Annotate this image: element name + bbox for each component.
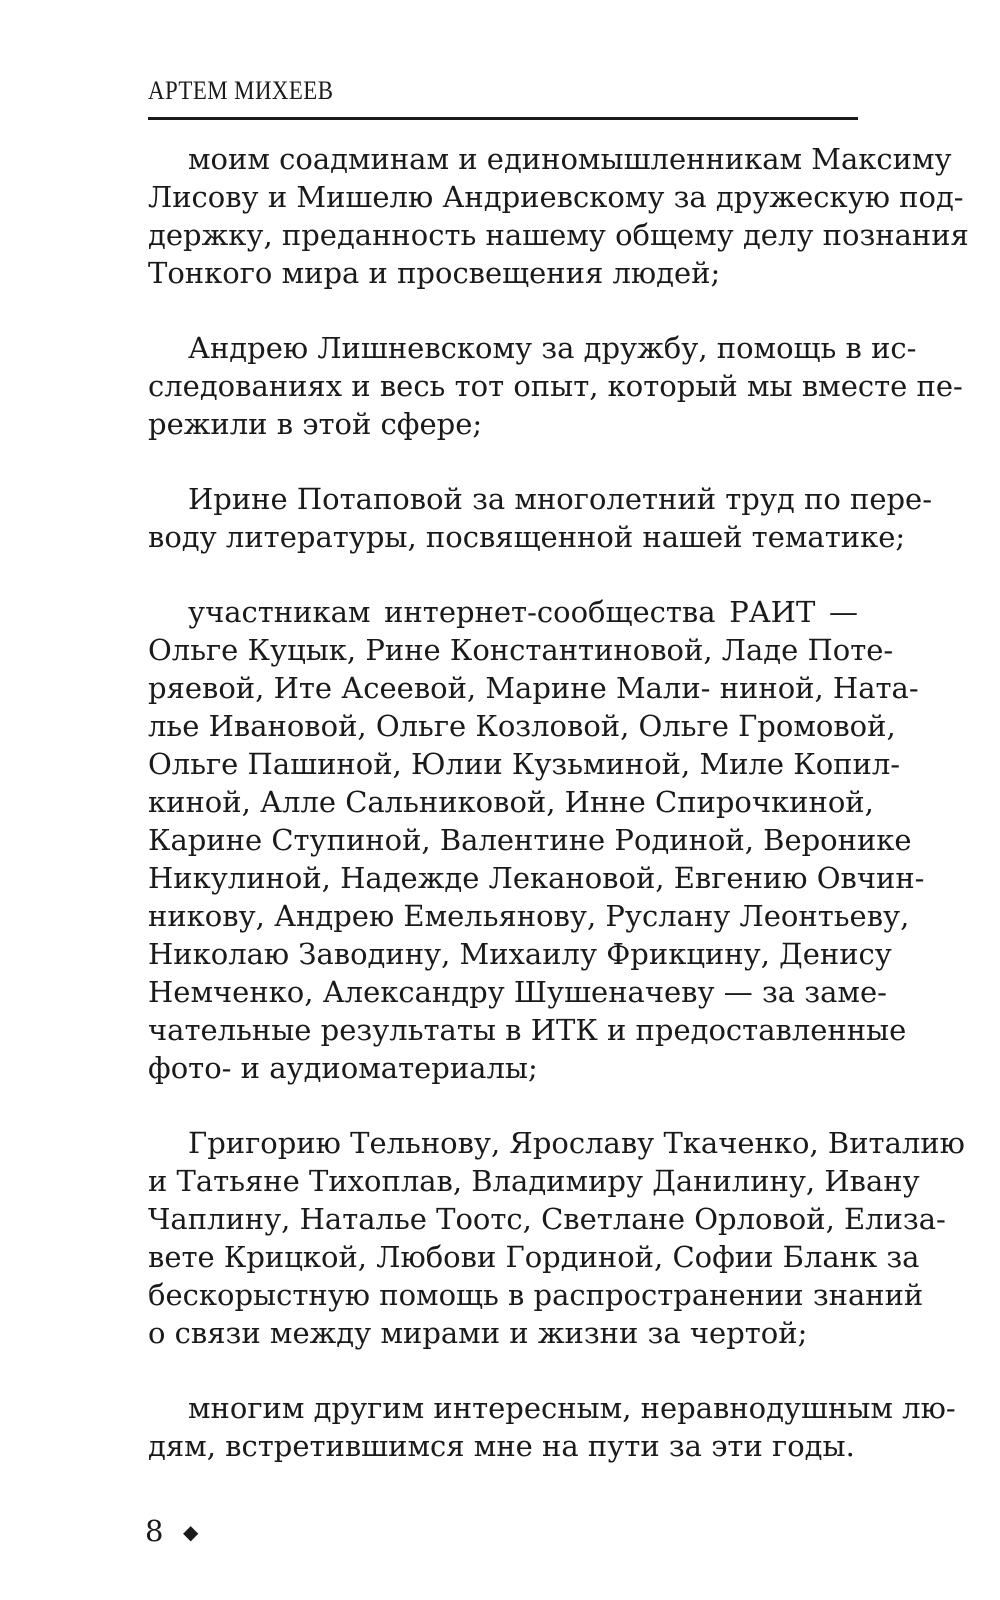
text-line: о связи между мирами и жизни за чертой; [148,1316,808,1350]
text-line: воду литературы, посвященной нашей тематике; [148,520,906,554]
text-line: Григорию Тельнову, Ярославу Ткаченко, Виталию [188,1126,965,1160]
text-line: участникам интернет-сообщества РАИТ — [188,595,858,629]
text-line: лье Ивановой, Ольге Козловой, Ольге Громовой, [148,709,896,743]
page-number: 8 [145,1514,164,1548]
paragraph [148,593,925,1087]
text-line: Карине Ступиной, Валентине Родиной, Веронике [148,823,912,857]
text-line: Ольге Куцык, Рине Константиновой, Ладе Поте- [148,633,894,667]
text-line: Немченко, Александру Шушеначеву — за заме- [148,975,887,1009]
paragraph [148,480,933,556]
text-line: следованиях и весь тот опыт, который мы вместе пе- [148,369,963,403]
text-line: и Татьяне Тихоплав, Владимиру Данилину, Ивану [148,1164,920,1198]
text-line: ряевой, Ите Асеевой, Марине Мали- ниной, Ната- [148,671,919,705]
text-line: вете Крицкой, Любови Гординой, Софии Бланк за [148,1240,920,1274]
paragraph [148,1124,965,1352]
text-line: Ольге Пашиной, Юлии Кузьминой, Миле Копил- [148,747,901,781]
text-line: Ирине Потаповой за многолетний труд по пере- [188,482,933,516]
body-text [148,140,969,1502]
text-line: многим другим интересным, неравнодушным лю- [188,1391,956,1425]
text-line: киной, Алле Сальниковой, Инне Спирочкиной, [148,785,874,819]
text-line: Чаплину, Наталье Тоотс, Светлане Орловой, Елиза- [148,1202,946,1236]
text-line: чательные результаты в ИТК и предоставленные [148,1013,907,1047]
text-line: режили в этой сфере; [148,407,483,441]
text-line: Никулиной, Надежде Лекановой, Евгению Овчин- [148,861,925,895]
text-line: Тонкого мира и просвещения людей; [148,256,721,290]
text-line: держку, преданность нашему общему делу познания [148,218,969,252]
running-head-author: АРТЕМ МИХЕЕВ [148,76,334,105]
paragraph [148,1389,956,1465]
paragraph [148,329,963,443]
text-line: моим соадминам и единомышленникам Максиму [188,142,952,176]
diamond-ornament-icon: ◆ [183,1520,199,1544]
text-line: никову, Андрею Емельянову, Руслану Леонтьеву, [148,899,910,933]
text-line: фото- и аудиоматериалы; [148,1051,538,1085]
text-line: Николаю Заводину, Михаилу Фрикцину, Денису [148,937,892,971]
text-line: дям, встретившимся мне на пути за эти годы. [148,1429,855,1463]
text-line: Лисову и Мишелю Андриевскому за дружескую под- [148,180,964,214]
text-line: бескорыстную помощь в распространении знаний [148,1278,924,1312]
header-rule [148,117,858,120]
text-line: Андрею Лишневскому за дружбу, помощь в ис- [188,331,917,365]
paragraph [148,140,969,292]
